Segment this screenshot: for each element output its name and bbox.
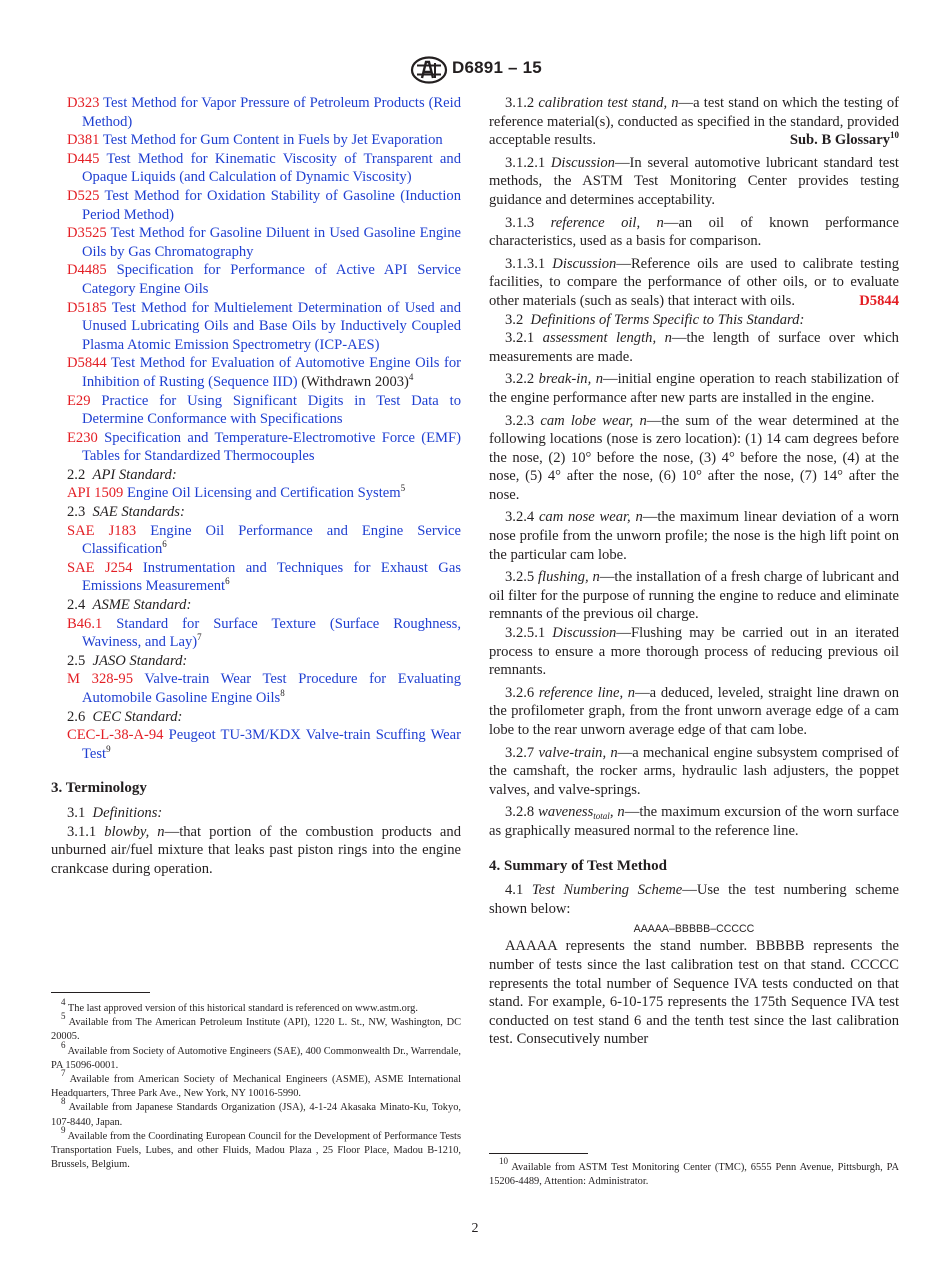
right-column <box>489 94 899 1049</box>
footnote-text: Available from American Society of Mechanical Engineers (ASME), ASME International Headquarters, Three Park Ave., New York, NY 10016-5990. <box>51 1074 461 1100</box>
reference-code[interactable]: M 328-95 <box>67 671 133 688</box>
footnote-marker: 4 <box>408 371 414 382</box>
footnote-number: 5 <box>61 1011 66 1022</box>
footnote-text: Available from Japanese Standards Organization (JSA), 4-1-24 Akasaka Minato-Ku, Tokyo, 107-8440, Japan. <box>51 1102 461 1128</box>
footnote-number: 4 <box>61 997 66 1007</box>
page-number: 2 <box>471 1221 479 1236</box>
reference-code[interactable]: B46.1 <box>67 615 103 632</box>
reference-title[interactable]: Test Method for Oxidation Stability of Gasoline (Induction Period Method) <box>82 187 461 223</box>
footnote-number: 8 <box>61 1096 66 1107</box>
reference-title[interactable]: Engine Oil Performance and Engine Service Classification <box>82 522 462 558</box>
reference-title[interactable]: Peugeot TU-3M/KDX Valve-train Scuffing Wear Test <box>82 727 462 762</box>
reference-item <box>51 261 461 298</box>
reference-code[interactable]: API 1509 <box>67 485 124 502</box>
section-3-1: 3.1 Definitions: <box>67 804 163 821</box>
reference-code[interactable]: E29 <box>67 392 91 409</box>
reference-code[interactable]: CEC-L-38-A-94 <box>67 727 164 744</box>
footnote <box>51 997 461 1016</box>
footnote-text: Available from Society of Automotive Engineers (SAE), 400 Commonwealth Dr., Warrendale, PA 15096-0001. <box>51 1045 461 1071</box>
footnote-text: The last approved version of this historical standard is referenced on www.astm.org. <box>67 1003 418 1014</box>
reference-link-d5844[interactable]: D5844 <box>859 292 899 309</box>
page-header <box>0 54 950 86</box>
reference-code[interactable]: D4485 <box>67 262 107 279</box>
scheme-explanation: AAAAA represents the stand number. BBBBB represents the number of tests since the last calibration test on that stand. CCCCC represents the total number of Sequence IVA tests conducted on that stand. For example, 6-10-175 represents the 175th Sequence IVA test conducted on test stand 6 and the tenth test since the last calibration test. Consecutively number <box>489 938 899 1048</box>
section-heading-summary: 4. Summary of Test Method <box>489 857 667 874</box>
reference-item: CEC-L-38-A-94 Peugeot TU-3M/KDX Valve-train Scuffing Wear Test$^9$ <box>67 727 462 762</box>
discussion-3-1-2-1: 3.1.2.1 Discussion—In several automotive lubricant standard test methods, the ASTM Test Monitoring Center provides testing guidance and determines acceptability. <box>489 154 899 208</box>
astm-logo-icon <box>409 56 449 84</box>
reference-item: SAE J254 Instrumentation and Techniques for Exhaust Gas Emissions Measurement$^6$ <box>67 559 462 595</box>
reference-item: B46.1 Standard for Surface Texture (Surface Roughness, Waviness, and Lay)$^7$ <box>67 615 461 651</box>
glossary-tag: Sub. B Glossary$^{10}$ <box>789 130 899 149</box>
reference-title[interactable]: Test Method for Gasoline Diluent in Used Gasoline Engine Oils by Gas Chromatography <box>82 225 461 260</box>
numbering-scheme: AAAAA–BBBBB–CCCCC <box>633 923 755 936</box>
reference-item: API 1509 Engine Oil Licensing and Certification System$^5$ <box>67 483 406 502</box>
reference-item <box>51 150 461 187</box>
definition-3-2-3: 3.2.3 cam lobe wear, n—the sum of the wear determined at the following locations (nose is zero location): (1) 14 cam degrees before the nose, (2) 10° before the nose, (3) 4° before the nose, (4) at the nose, (5) 4° after the nose, (6) 10° after the nose, (7) 14° after the nose. <box>489 412 899 503</box>
reference-code[interactable]: D5844 <box>67 355 107 372</box>
reference-title[interactable]: Standard for Surface Texture (Surface Roughness, Waviness, and Lay) <box>82 615 461 651</box>
footnote <box>51 1011 461 1044</box>
reference-title[interactable]: Practice for Using Significant Digits in Test Data to Determine Conformance with Specifications <box>82 392 461 428</box>
section-2-3: 2.3 SAE Standards: <box>67 504 185 521</box>
reference-title[interactable]: Specification and Temperature-Electromotive Force (EMF) Tables for Standardized Thermocouples <box>82 429 461 465</box>
footnote-number: 7 <box>61 1068 66 1079</box>
left-column <box>51 94 461 878</box>
footnote <box>51 1039 461 1073</box>
definition-3-1-3: 3.1.3 reference oil, n—an oil of known performance characteristics, used as a basis for comparison. <box>489 214 899 250</box>
reference-item <box>51 187 461 224</box>
discussion-3-2-5-1: 3.2.5.1 Discussion—Flushing may be carried out in an iterated process to ensure a more thorough process of reducing previous oil remnants. <box>489 625 900 679</box>
reference-code[interactable]: SAE J254 <box>67 559 133 576</box>
reference-code[interactable]: E230 <box>67 429 98 446</box>
footnote <box>51 1096 461 1129</box>
section-heading-terminology: 3. Terminology <box>51 780 147 797</box>
reference-code[interactable]: D5185 <box>67 299 107 316</box>
section-3-2: 3.2 Definitions of Terms Specific to This Standard: <box>505 311 805 328</box>
reference-item <box>51 131 461 150</box>
section-2-5: 2.5 JASO Standard: <box>67 652 188 669</box>
paragraph-4-1: 4.1 Test Numbering Scheme—Use the test numbering scheme shown below: <box>489 882 899 917</box>
reference-title[interactable]: Engine Oil Licensing and Certification System <box>127 485 401 502</box>
definition-3-2-5: 3.2.5 flushing, n—the installation of a fresh charge of lubricant and oil filter for the purpose of running the engine to reduce and eliminate remnants of the previous oil charge. <box>489 569 899 623</box>
footnotes-left <box>51 997 461 1172</box>
reference-code[interactable]: D525 <box>67 187 100 204</box>
definition-3-2-4: 3.2.4 cam nose wear, n—the maximum linear deviation of a worn nose profile from the unworn profile; the nose is the high lift point on the particular cam lobe. <box>489 509 899 563</box>
footnote <box>51 1068 461 1101</box>
footnote <box>51 1124 461 1173</box>
reference-title[interactable]: Test Method for Vapor Pressure of Petroleum Products (Reid Method) <box>82 95 461 130</box>
section-2-4: 2.4 ASME Standard: <box>67 597 192 614</box>
reference-item: M 328-95 Valve-train Wear Test Procedure for Evaluating Automobile Gasoline Engine Oils$^8$ <box>67 671 462 706</box>
reference-item <box>51 392 461 429</box>
reference-item <box>51 429 461 466</box>
section-2-6: 2.6 CEC Standard: <box>67 708 183 725</box>
footnote-rule <box>51 992 150 993</box>
reference-item <box>51 299 461 355</box>
reference-item <box>51 354 461 391</box>
footnote-number: 6 <box>61 1039 66 1050</box>
discussion-3-1-3-1: 3.1.3.1 Discussion—Reference oils are used to calibrate testing facilities, to compare the performance of other oils, or to evaluate other materials (such as seals) that interact with oils. D5844 <box>489 255 899 309</box>
reference-code[interactable]: D445 <box>67 150 100 167</box>
footnote-right: $^{10}$ Available from ASTM Test Monitoring Center (TMC), 6555 Penn Avenue, Pittsburgh, PA 15206-4489, Attention: Administrator. <box>489 1156 899 1188</box>
definition-3-2-6: 3.2.6 reference line, n—a deduced, leveled, straight line drawn on the profilometer graph, from the front unworn average edge of a cam lobe to the rear unworn average edge of that cam lobe. <box>489 684 899 738</box>
reference-title[interactable]: Instrumentation and Techniques for Exhaust Gas Emissions Measurement <box>82 559 462 595</box>
reference-item: SAE J183 Engine Oil Performance and Engine Service Classification$^6$ <box>67 522 462 558</box>
reference-title[interactable]: Test Method for Gum Content in Fuels by Jet Evaporation <box>102 132 443 149</box>
reference-item <box>51 94 461 131</box>
reference-title[interactable]: Specification for Performance of Active API Service Category Engine Oils <box>82 262 461 297</box>
footnote-text: Available from the Coordinating European Council for the Development of Performance Tests Transportation Fuels, Lubes, and other Fluids, Madou Plaza , 25 Floor Place, Madou B-1210, Brussels, Belgium. <box>51 1130 461 1171</box>
reference-title[interactable]: Valve-train Wear Test Procedure for Evaluating Automobile Gasoline Engine Oils <box>82 671 462 706</box>
reference-note: (Withdrawn 2003) <box>297 373 409 390</box>
footnote-number: 9 <box>61 1124 66 1135</box>
reference-code[interactable]: SAE J183 <box>67 522 137 539</box>
reference-code[interactable]: D381 <box>67 132 100 149</box>
definition-3-1-2: 3.1.2 calibration test stand, n—a test stand on which the testing of reference material(s), conducted as specified in the standard, provided acceptable results. Sub. B Glossary$^{10}$ <box>489 95 899 149</box>
definition-3-2-8: 3.2.8 waveness$_{total}$, n—the maximum excursion of the worn surface as graphically measured normal to the reference line. <box>489 804 900 839</box>
reference-list <box>51 94 461 466</box>
definition-3-2-1: 3.2.1 assessment length, n—the length of surface over which measurements are made. <box>489 330 899 365</box>
footnote-rule <box>489 1153 588 1154</box>
reference-title[interactable]: Test Method for Evaluation of Automotive Engine Oils for Inhibition of Rusting (Sequence IID) <box>82 355 461 390</box>
reference-title[interactable]: Test Method for Kinematic Viscosity of Transparent and Opaque Liquids (and Calculation of Dynamic Viscosity) <box>82 150 462 186</box>
reference-title[interactable]: Test Method for Multielement Determination of Used and Unused Lubricating Oils and Base Oils by Inductively Coupled Plasma Atomic Emission Spectrometry (ICP-AES) <box>82 299 461 353</box>
definition-3-2-2: 3.2.2 break-in, n—initial engine operation to reach stabilization of the engine performance after new parts are installed in the engine. <box>489 371 899 406</box>
section-2-2: 2.2 API Standard: <box>67 466 177 483</box>
reference-code[interactable]: D323 <box>67 95 100 111</box>
definition-3-1-1: 3.1.1 blowby, n—that portion of the combustion products and unburned air/fuel mixture that leaks past piston rings into the engine crankcase during operation. <box>51 823 461 877</box>
footnote-text: Available from The American Petroleum Institute (API), 1220 L. St., NW, Washington, DC 20005. <box>51 1017 461 1043</box>
document-id: D6891 – 15 <box>452 58 542 77</box>
reference-code[interactable]: D3525 <box>67 225 107 242</box>
definition-3-2-7: 3.2.7 valve-train, n—a mechanical engine subsystem comprised of the camshaft, the rocker arms, hydraulic lash adjusters, the poppet valves, and valve-springs. <box>489 744 900 798</box>
reference-item <box>51 224 461 261</box>
